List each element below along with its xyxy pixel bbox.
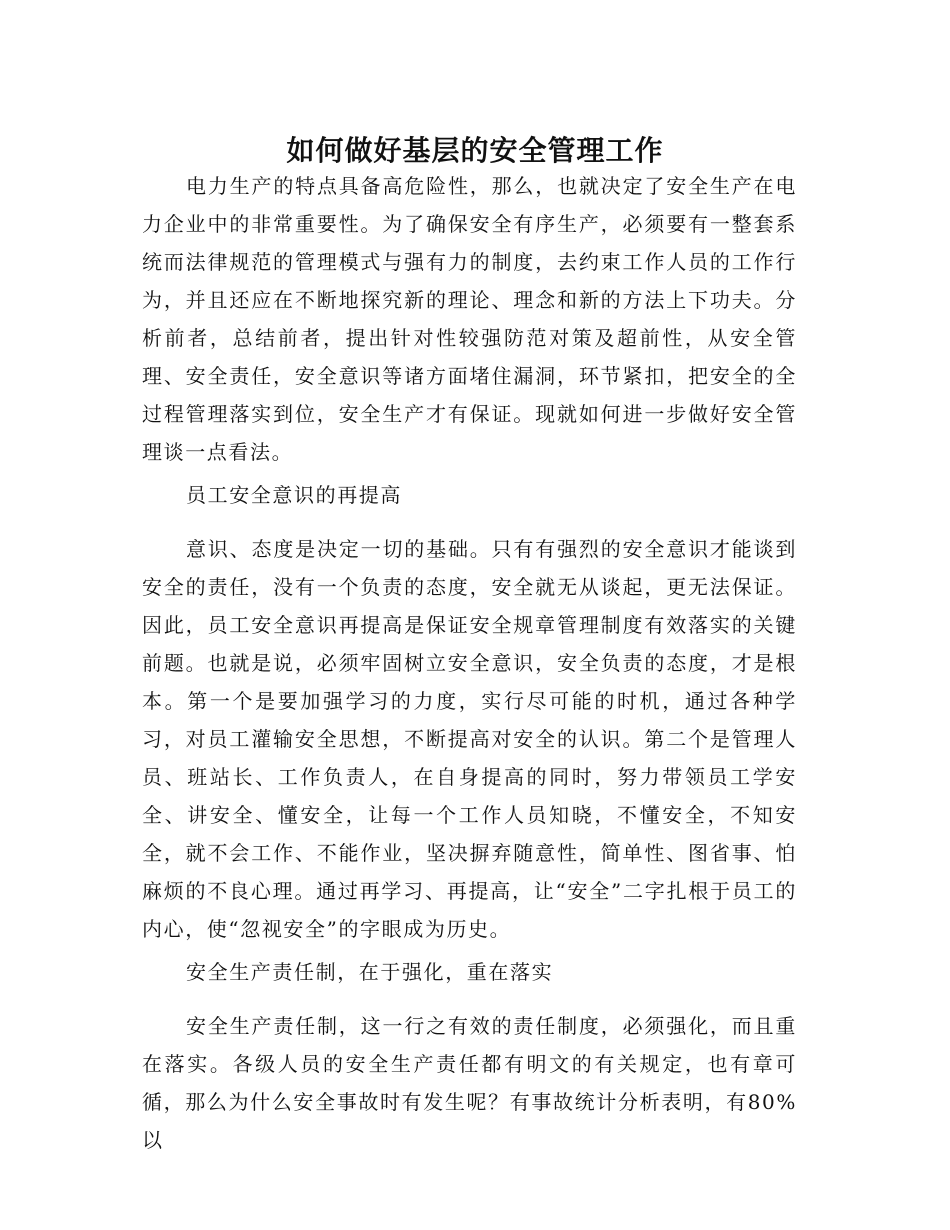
document-title: 如何做好基层的安全管理工作 [286,133,664,167]
section-body-responsibility-system: 安全生产责任制，这一行之有效的责任制度，必须强化，而且重在落实。各级人员的安全生产责任都有明文的有关规定，也有章可循，那么为什么安全事故时有发生呢？有事故统计分析表明，有80%以 [142,1014,797,1152]
intro-paragraph: 电力生产的特点具备高危险性，那么，也就决定了安全生产在电力企业中的非常重要性。为了确保安全有序生产，必须要有一整套系统而法律规范的管理模式与强有力的制度，去约束工作人员的工作行为，并且还应在不断地探究新的理论、理念和新的方法上下功夫。分析前者，总结前者，提出针对性较强防范对策及超前性，从安全管理、安全责任，安全意识等诸方面堵住漏洞，环节紧扣，把安全的全过程管理落实到位，安全生产才有保证。现就如何进一步做好安全管理谈一点看法。 [142,174,797,464]
section-heading-employee-awareness: 员工安全意识的再提高 [186,483,402,507]
section-body-employee-awareness: 意识、态度是决定一切的基础。只有有强烈的安全意识才能谈到安全的责任，没有一个负责的态度，安全就无从谈起，更无法保证。因此，员工安全意识再提高是保证安全规章管理制度有效落实的关键前题。也就是说，必须牢固树立安全意识，安全负责的态度，才是根本。第一个是要加强学习的力度，实行尽可能的时机，通过各种学习，对员工灌输安全思想，不断提高对安全的认识。第二个是管理人员、班站长、工作负责人，在自身提高的同时，努力带领员工学安全、讲安全、懂安全，让每一个工作人员知晓，不懂安全，不知安全，就不会工作、不能作业，坚决摒弃随意性，简单性、图省事、怕麻烦的不良心理。通过再学习、再提高，让“安全”二字扎根于员工的内心，使“忽视安全”的字眼成为历史。 [142,537,797,941]
section-heading-responsibility-system: 安全生产责任制，在于强化，重在落实 [186,960,554,984]
